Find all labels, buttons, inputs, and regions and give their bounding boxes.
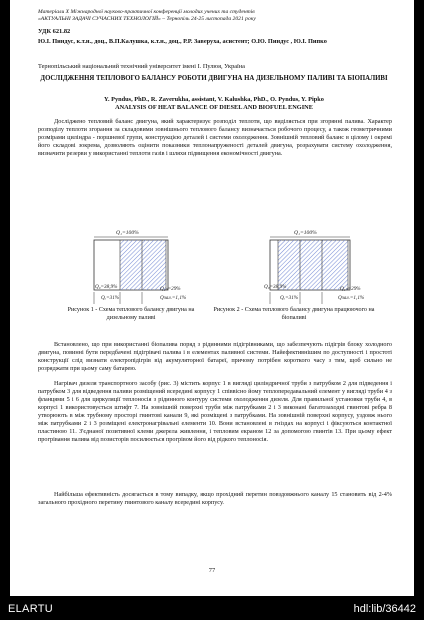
figure-2-bottom-right-label: Q₁ₙ=29%	[340, 286, 361, 292]
udk-code: УДК 621.82	[38, 28, 71, 35]
figure-1-caption: Рисунок 1 - Схема теплового балансу двигуна на дизельному паливі	[67, 307, 195, 321]
figure-1-right-label: Qзал.=1,1%	[160, 295, 187, 301]
university: Тернопільський національний технічний університет імені І. Пулюя, Україна	[38, 63, 245, 70]
paragraph-1: Досліджено тепловий баланс двигуна, який характеризує розподіл теплоти, що виділяється при згорянні палива. Характер розподілу теплоти згорання за складовими зовнішнього теплового балансу визначається робочого процесу, а також геометричними розмірами циліндра - поршневої групи, конструкцією деталей і системи охолодження. Зовнішній тепловий баланс в цілому і окремі його складові зокрема, дозволяють оцінити показники теплонапруженості деталей двигуна, розрахувати систему охолодження, визначити резерви у використанні теплоти газів і шляхи підвищення економічності двигуна.	[38, 118, 392, 157]
figure-2-bottom-left-label: Qₑ=31%	[280, 295, 299, 301]
figure-2-hatched-zone	[278, 240, 348, 290]
authors-en: Y. Pyndus, PhD., R. Zaverukha, assistant, V. Kalushka, PhD., O. Pyndus, Y. Pipko	[104, 96, 324, 103]
figure-1-hatched-zone	[120, 240, 166, 290]
figure-2-top-label: Q₁=100%	[294, 230, 317, 236]
figure-2-heat-balance-diagram	[242, 228, 377, 306]
header-line-2: «АКТУАЛЬНІ ЗАДАЧІ СУЧАСНИХ ТЕХНОЛОГІЙ» – Тернопіль 24-25 листопада 2021 року	[38, 16, 256, 23]
title-en: ANALYSIS OF HEAT BALANCE OF DIESEL AND BIOFUEL ENGINE	[115, 104, 313, 111]
authors-ua: Ю.І. Пиндус, к.т.н., доц., В.П.Калушка, к.т.н., доц., Р.Р. Заверуха, асистент; О.Ю. Пиндус , Ю.І. Пипко	[38, 38, 327, 45]
repository-name: ELARTU	[8, 603, 53, 615]
figure-1-bottom-right-label: Q₁ₙ=29%	[160, 286, 181, 292]
figure-1-bottom-left-label: Qₑ=31%	[101, 295, 120, 301]
figure-2-right-label: Qзал.=1,1%	[338, 295, 365, 301]
document-page	[10, 0, 414, 596]
figure-2-caption: Рисунок 2 - Схема теплового балансу двигуна працюючого на біопаливі	[213, 307, 375, 321]
handle-identifier: hdl:lib/36442	[353, 603, 416, 615]
conference-header	[38, 9, 398, 23]
header-line-1: Матеріали X Міжнародної науково-практичної конференції молодих учених та студентів	[38, 9, 255, 15]
english-heading	[38, 96, 390, 112]
figure-1-left-label: Q₀=38,9%	[95, 284, 118, 290]
paragraph-3: Нагрівач дизеля транспортного засобу (рис. 3) містить корпус 1 в вигляді циліндричної труби з патрубком 2 для підведення і патрубком 3 для відведення паливи розміщений всередині корпусу 1 співвісно йому теплопередавальний елемент у вигляді труби 4 з фланцями 5 і 6 для циркуляції теплоносія з рідинного контуру системи охолодження дизеля. Для правильної установки труби 4, в корпусі 1 використовується штифт 7. На зовнішній поверхні труби між патрубками 2 і 3 виконані багатозаходні гвинтові ребра 8 утворюють в між трубному просторі гвинтові канали 9, які розміщені з патрубками. На зовнішній поверхні корпусу, уздовж нього між патрубками 2 і 3 розміщені електронагрівальні елементи 10. Вони встановлені в гніздах на корпусі і фіксуються контактної пластиною 11. З'єднаної позитивної клеми джерела живлення, і тепловим екраном 12 за допомогою гвинтів 13. При цьому ефект прогрівання палива від позисторів посилюється прогрівом його від рідкого теплоносія.	[38, 380, 392, 443]
figure-1-heat-balance-diagram	[68, 228, 200, 306]
title-ua: ДОСЛІДЖЕННЯ ТЕПЛОВОГО БАЛАНСУ РОБОТИ ДВИГУНА НА ДИЗЕЛЬНОМУ ПАЛИВІ ТА БІОПАЛИВІ	[40, 75, 388, 82]
figure-1-top-label: Q₁=100%	[116, 230, 139, 236]
figure-2-left-label: Q₀=38,9%	[264, 284, 287, 290]
page-number: 77	[208, 567, 216, 574]
paragraph-4: Найбільша ефективність досягається в тому випадку, якщо прохідний перетин повздовжнього каналу 15 становить від 2-4% загального прохідного перетину гвинтового каналу всередині корпусу.	[38, 491, 392, 506]
paragraph-2: Встановлено, що при використанні біопалива поряд з рідинними підігрівниками, що забезпечують підігрів блоку холодного двигуна, повинні бути передбачені підігрівачі палива і в елементах паливної системи. Найефективнішим по доступності і простоті конструкції слід визнати електропідігрів від акумуляторної батареї, причому потрібен короткого часу з тим, щоб сильно не розряджати при цьому саму батарею.	[38, 341, 392, 372]
